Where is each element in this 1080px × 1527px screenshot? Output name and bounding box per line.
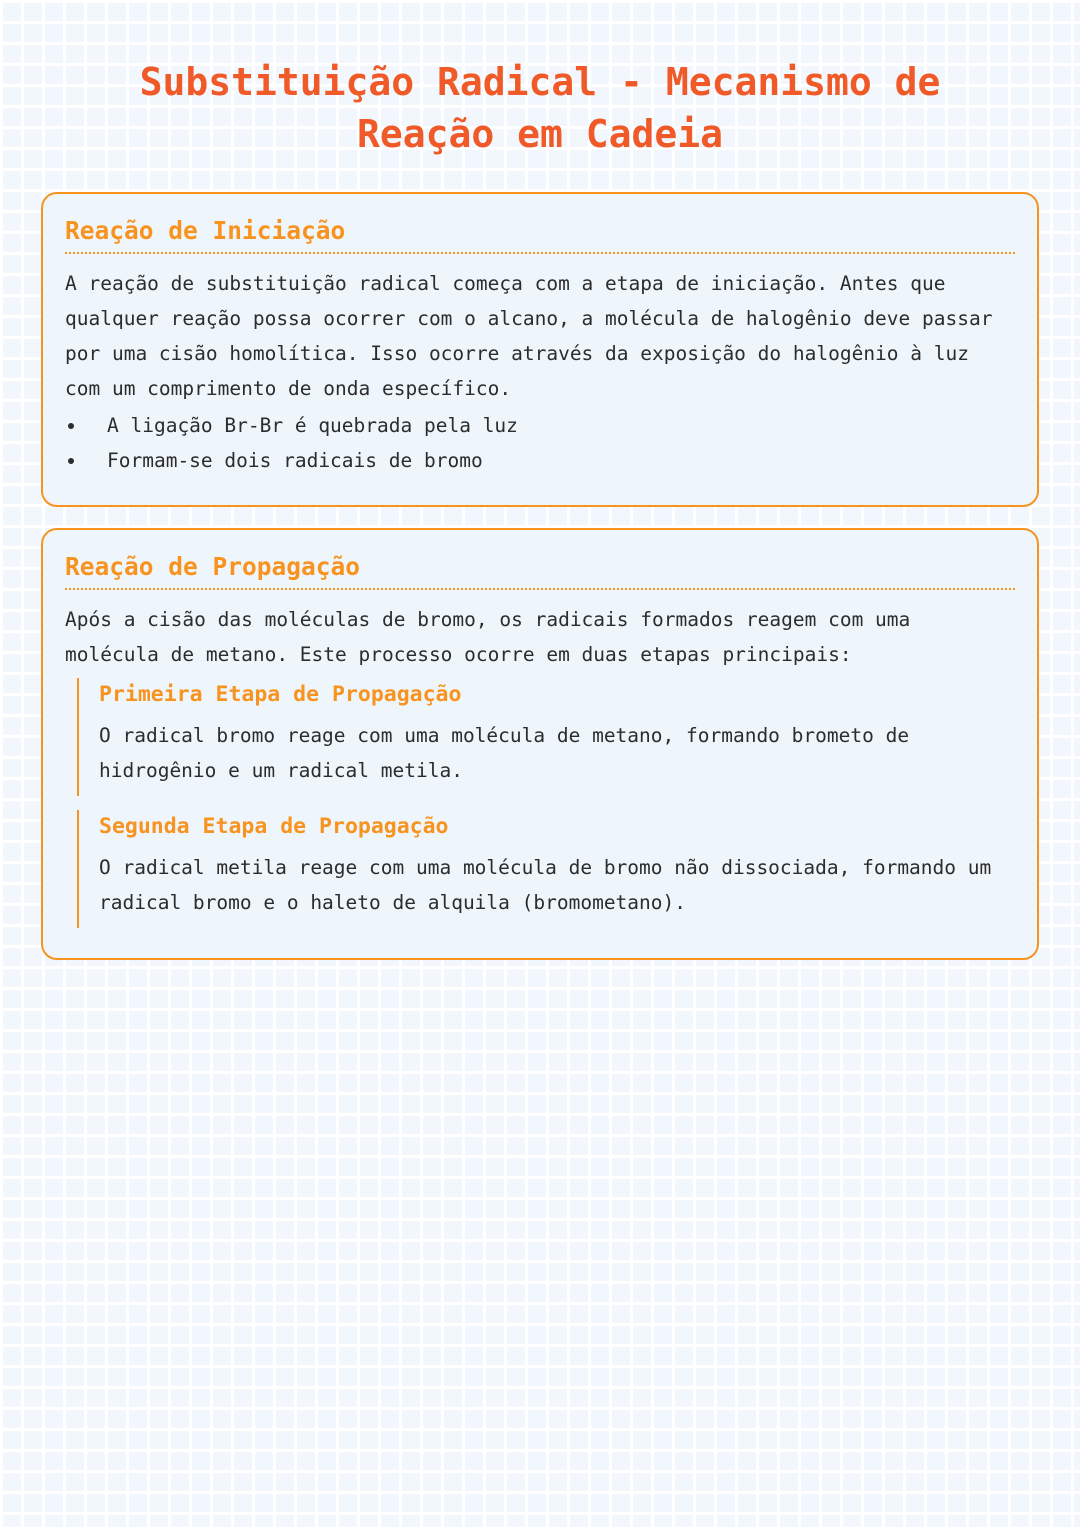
page-title-line-1: Substituição Radical - Mecanismo de bbox=[139, 60, 941, 104]
propagation-step-second bbox=[77, 810, 1015, 928]
initiation-paragraph: A reação de substituição radical começa com a etapa de iniciação. Antes que qualquer reação possa ocorrer com o alcano, a molécula de halogênio deve passar por uma cisão homolítica. Isso ocorre através da exposição do halogênio à luz com um comprimento de onda específico. bbox=[65, 272, 993, 400]
propagation-heading: Reação de Propagação bbox=[65, 550, 1015, 590]
bullet-text: Formam-se dois radicais de bromo bbox=[107, 449, 483, 472]
initiation-section bbox=[41, 192, 1039, 507]
propagation-section bbox=[41, 528, 1039, 960]
list-item bbox=[65, 408, 1015, 443]
step-text: O radical metila reage com uma molécula de bromo não dissociada, formando um radical bromo e o haleto de alquila (bromometano). bbox=[99, 856, 992, 914]
step-text: O radical bromo reage com uma molécula de metano, formando brometo de hidrogênio e um radical metila. bbox=[99, 724, 910, 782]
bullet-dot-icon bbox=[68, 423, 74, 429]
page-title bbox=[60, 56, 1020, 160]
propagation-step-first bbox=[77, 678, 1015, 796]
step-heading: Segunda Etapa de Propagação bbox=[99, 814, 449, 839]
list-item bbox=[65, 443, 1015, 478]
step-heading: Primeira Etapa de Propagação bbox=[99, 682, 462, 707]
propagation-paragraph: Após a cisão das moléculas de bromo, os radicais formados reagem com uma molécula de metano. Este processo ocorre em duas etapas principais: bbox=[65, 608, 911, 666]
initiation-heading: Reação de Iniciação bbox=[65, 214, 1015, 254]
page-title-line-2: Reação em Cadeia bbox=[356, 112, 724, 156]
bullet-text: A ligação Br-Br é quebrada pela luz bbox=[107, 414, 518, 437]
propagation-steps bbox=[65, 678, 1015, 928]
initiation-bullet-list bbox=[65, 408, 1015, 478]
bullet-dot-icon bbox=[68, 458, 74, 464]
